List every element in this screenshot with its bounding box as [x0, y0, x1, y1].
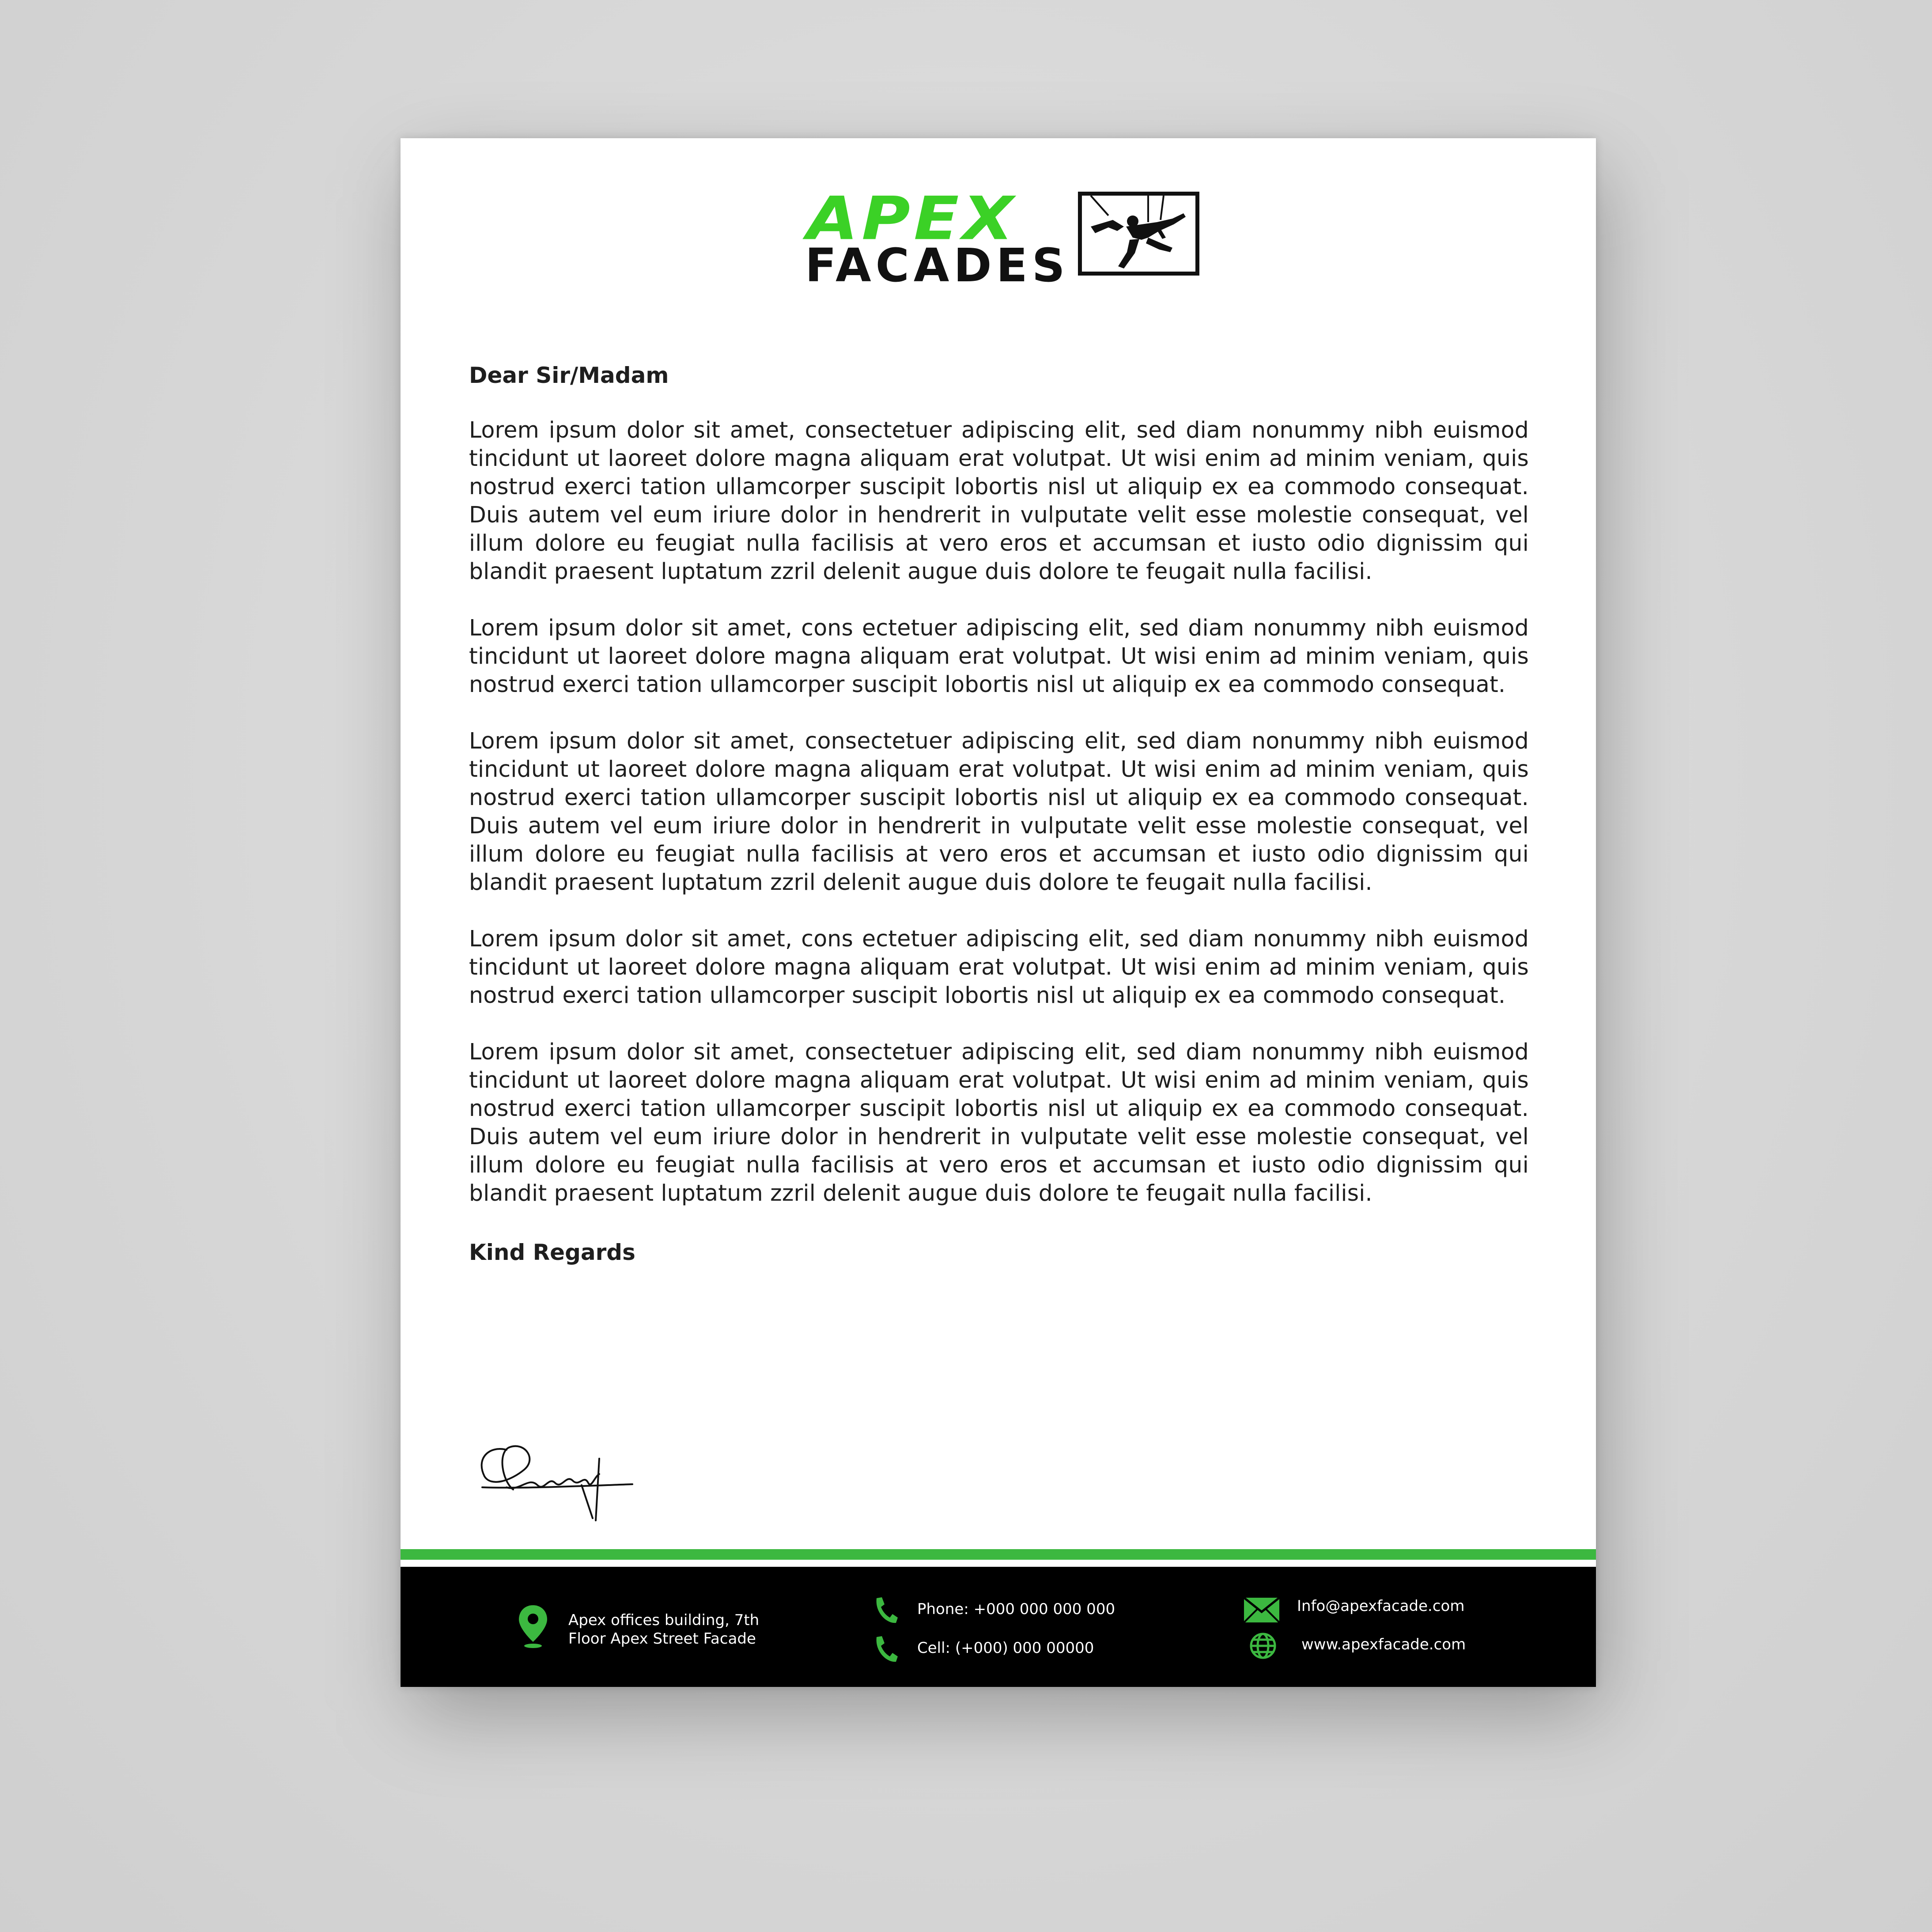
rope-access-worker-icon — [1078, 192, 1199, 276]
footer-accent-bar — [401, 1549, 1596, 1560]
phone-number[interactable]: Phone: +000 000 000 000 — [917, 1600, 1115, 1618]
paragraph: Lorem ipsum dolor sit amet, consectetuer adipiscing elit, sed diam nonummy nibh euismod tincidunt ut laoreet dolore magna aliquam erat volutpat. Ut wisi enim ad minim veniam, quis nostrud exerci tation ullamcorper suscipit lobortis nisl ut aliquip ex ea commodo consequat. Duis autem vel eum iriure dolor in hendrerit in vulputate velit esse molestie consequat, vel illum dolore eu feugiat nulla facilisis at vero eros et accumsan et iusto odio dignissim qui blandit praesent luptatum zzril delenit augue duis dolore te feugait nulla facilisi. — [469, 1039, 1529, 1206]
logo-facades-text: FACADES — [805, 238, 1070, 292]
handwritten-signature — [471, 1432, 639, 1534]
company-logo — [805, 184, 1206, 292]
globe-icon — [1249, 1632, 1277, 1661]
closing: Kind Regards — [469, 1240, 635, 1265]
phone-icon — [873, 1635, 898, 1664]
address-line-1: Apex offices building, 7th — [568, 1611, 760, 1629]
paragraph: Lorem ipsum dolor sit amet, consectetuer adipiscing elit, sed diam nonummy nibh euismod tincidunt ut laoreet dolore magna aliquam erat volutpat. Ut wisi enim ad minim veniam, quis nostrud exerci tation ullamcorper suscipit lobortis nisl ut aliquip ex ea commodo consequat. Duis autem vel eum iriure dolor in hendrerit in vulputate velit esse molestie consequat, vel illum dolore eu feugiat nulla facilisis at vero eros et accumsan et iusto odio dignissim qui blandit praesent luptatum zzril delenit augue duis dolore te feugait nulla facilisi. — [469, 728, 1529, 895]
phone-icon — [873, 1596, 898, 1626]
cell-number[interactable]: Cell: (+000) 000 00000 — [917, 1639, 1094, 1657]
paragraph: Lorem ipsum dolor sit amet, cons ectetuer adipiscing elit, sed diam nonummy nibh euismod tincidunt ut laoreet dolore magna aliquam erat volutpat. Ut wisi enim ad minim veniam, quis nostrud exerci tation ullamcorper suscipit lobortis nisl ut aliquip ex ea commodo consequat. — [469, 926, 1529, 1008]
paragraph: Lorem ipsum dolor sit amet, consectetuer adipiscing elit, sed diam nonummy nibh euismod tincidunt ut laoreet dolore magna aliquam erat volutpat. Ut wisi enim ad minim veniam, quis nostrud exerci tation ullamcorper suscipit lobortis nisl ut aliquip ex ea commodo consequat. Duis autem vel eum iriure dolor in hendrerit in vulputate velit esse molestie consequat, vel illum dolore eu feugiat nulla facilisis at vero eros et accumsan et iusto odio dignissim qui blandit praesent luptatum zzril delenit augue duis dolore te feugait nulla facilisi. — [469, 417, 1529, 584]
letter-body — [469, 361, 1529, 1267]
address-line-2: Floor Apex Street Facade — [568, 1630, 756, 1648]
logo-apex-text: APEX — [807, 184, 1017, 253]
email-link[interactable]: Info@apexfacade.com — [1297, 1597, 1465, 1615]
letterhead-page — [401, 138, 1596, 1687]
envelope-icon — [1244, 1598, 1279, 1624]
paragraph: Lorem ipsum dolor sit amet, cons ectetuer adipiscing elit, sed diam nonummy nibh euismod tincidunt ut laoreet dolore magna aliquam erat volutpat. Ut wisi enim ad minim veniam, quis nostrud exerci tation ullamcorper suscipit lobortis nisl ut aliquip ex ea commodo consequat. — [469, 615, 1529, 697]
map-pin-icon — [518, 1604, 548, 1650]
footer — [401, 1567, 1596, 1687]
salutation: Dear Sir/Madam — [469, 363, 669, 388]
website-link[interactable]: www.apexfacade.com — [1301, 1636, 1466, 1653]
